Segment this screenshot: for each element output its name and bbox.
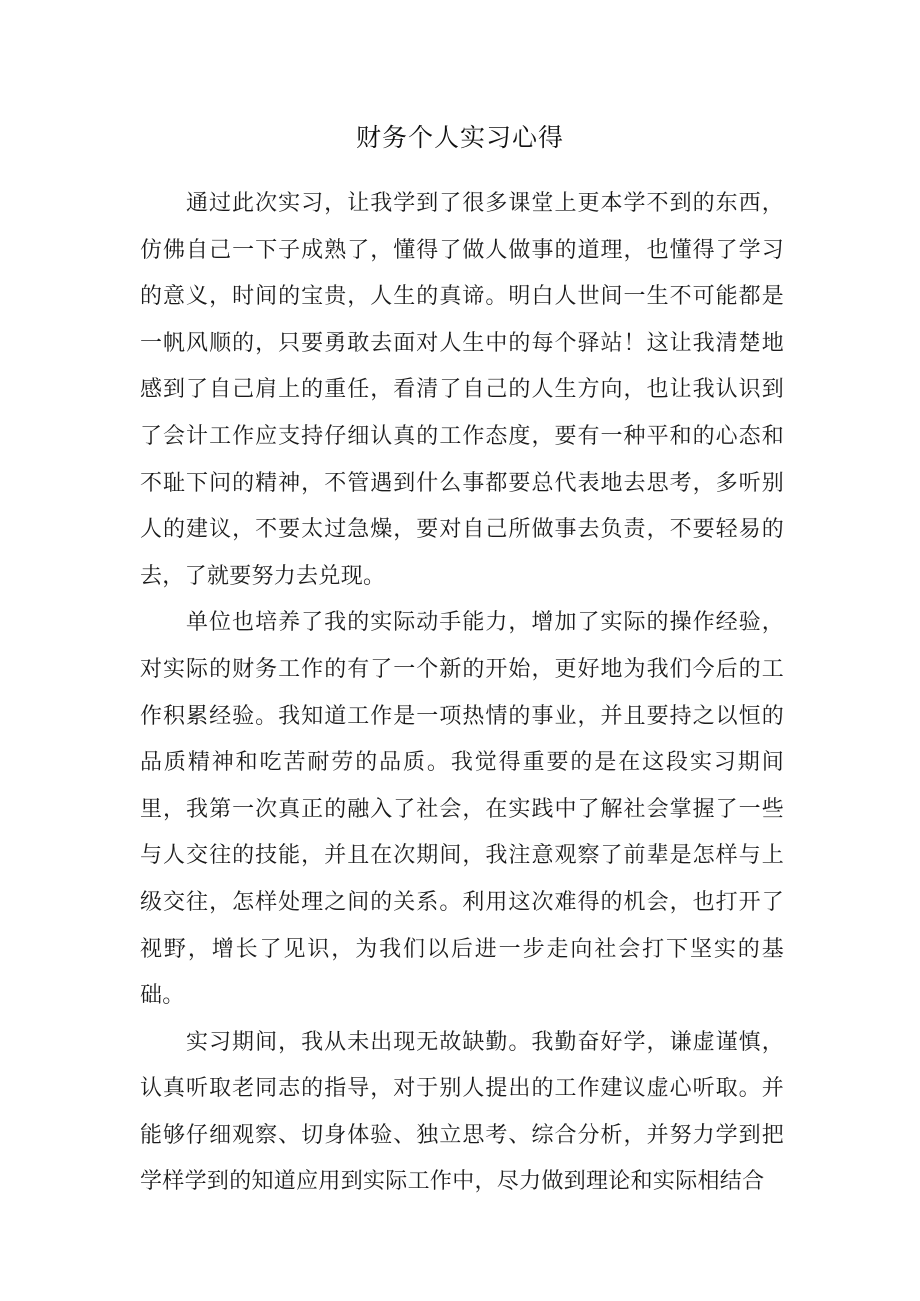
paragraph-3: 实习期间，我从未出现无故缺勤。我勤奋好学，谦虚谨慎，认真听取老同志的指导，对于别人提出的工作建议虚心听取。并能够仔细观察、切身体验、独立思考、综合分析，并努力学到把学样学到的知道应用到实际工作中，尽力做到理论和实际相结合 [140, 1029, 784, 1195]
paragraph-1: 通过此次实习，让我学到了很多课堂上更本学不到的东西，仿佛自己一下子成熟了，懂得了做人做事的道理，也懂得了学习的意义，时间的宝贵，人生的真谛。明白人世间一生不可能都是一帆风顺的，只要勇敢去面对人生中的每个驿站！这让我清楚地感到了自己肩上的重任，看清了自己的人生方向，也让我认识到了会计工作应支持仔细认真的工作态度，要有一种平和的心态和不耻下问的精神，不管遇到什么事都要总代表地去思考，多听别人的建议，不要太过急燥，要对自己所做事去负责，不要轻易的去，了就要努力去兑现。 [140, 191, 784, 589]
document-title: 财务个人实习心得 [355, 123, 564, 152]
paragraph-2: 单位也培养了我的实际动手能力，增加了实际的操作经验，对实际的财务工作的有了一个新的开始，更好地为我们今后的工作积累经验。我知道工作是一项热情的事业，并且要持之以恒的品质精神和吃苦耐劳的品质。我觉得重要的是在这段实习期间里，我第一次真正的融入了社会，在实践中了解社会掌握了一些与人交往的技能，并且在次期间，我注意观察了前辈是怎样与上级交往，怎样处理之间的关系。利用这次难得的机会，也打开了视野，增长了见识，为我们以后进一步走向社会打下坚实的基础。 [140, 610, 784, 1009]
document-body [140, 181, 784, 1206]
